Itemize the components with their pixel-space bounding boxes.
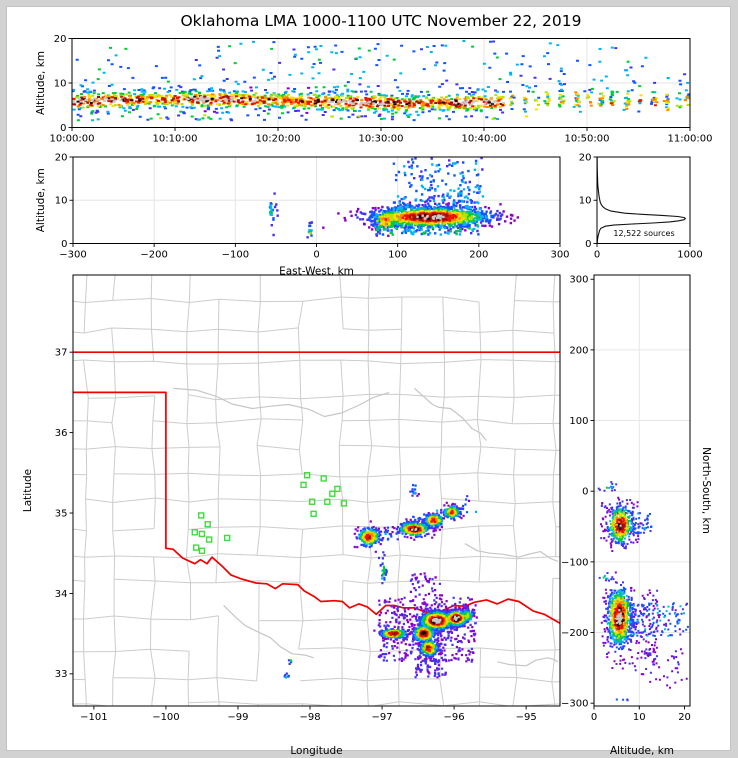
map-axes-frame — [73, 275, 560, 706]
svg-text:0: 0 — [585, 238, 592, 250]
ew-height-ticks — [55, 152, 570, 260]
svg-text:10: 10 — [632, 712, 646, 723]
svg-text:10:00:00: 10:00:00 — [49, 133, 95, 145]
svg-text:10: 10 — [53, 78, 67, 90]
svg-text:−100: −100 — [152, 712, 180, 723]
svg-text:0: 0 — [593, 249, 601, 261]
svg-text:−96: −96 — [443, 712, 465, 723]
svg-text:1000: 1000 — [677, 249, 703, 261]
svg-text:100: 100 — [569, 415, 589, 427]
svg-text:−100: −100 — [561, 557, 589, 569]
svg-text:20: 20 — [53, 33, 67, 45]
svg-text:0: 0 — [60, 122, 67, 134]
map-xlabel: Longitude — [290, 745, 343, 757]
state-border — [73, 352, 560, 623]
svg-text:0: 0 — [582, 486, 589, 498]
ew-height-scatter-layer — [269, 157, 519, 247]
county-boundaries — [49, 237, 590, 733]
map-scatter-layer — [284, 484, 478, 679]
svg-text:10:30:00: 10:30:00 — [358, 133, 404, 145]
svg-text:100: 100 — [388, 249, 408, 261]
svg-text:10:50:00: 10:50:00 — [564, 133, 610, 145]
time-height-ylabel: Altitude, km — [35, 50, 47, 116]
source-count-annotation: 12,522 sources — [613, 229, 675, 238]
time-height-plot-area — [71, 39, 691, 128]
svg-text:200: 200 — [469, 249, 489, 261]
svg-text:300: 300 — [569, 274, 589, 286]
svg-text:−300: −300 — [561, 698, 589, 710]
ew-height-xlabel: East-West, km — [279, 265, 354, 278]
map-ylabel: Latitude — [22, 468, 34, 513]
svg-text:34: 34 — [54, 588, 68, 600]
svg-text:20: 20 — [578, 152, 592, 164]
svg-text:−200: −200 — [140, 249, 168, 261]
svg-text:−98: −98 — [299, 712, 321, 723]
svg-text:36: 36 — [54, 428, 68, 440]
svg-text:10:10:00: 10:10:00 — [152, 133, 198, 145]
svg-text:−95: −95 — [515, 712, 537, 723]
svg-text:37: 37 — [54, 347, 68, 359]
svg-text:10:40:00: 10:40:00 — [461, 133, 507, 145]
panel-map — [22, 237, 590, 758]
svg-text:−99: −99 — [227, 712, 249, 723]
svg-text:11:00:00: 11:00:00 — [667, 133, 713, 145]
ew-height-gridlines — [73, 157, 560, 244]
panel-ew-height — [35, 152, 570, 277]
panel-ns-height — [561, 275, 712, 757]
ew-height-plot-area — [73, 157, 560, 247]
svg-text:10: 10 — [54, 195, 68, 207]
lma-station-markers — [192, 473, 346, 554]
panel-alt-histogram — [579, 152, 703, 260]
panel-time-height — [35, 34, 712, 145]
svg-text:−200: −200 — [561, 627, 589, 639]
ns-height-ylabel: North-South, km — [700, 447, 712, 534]
svg-text:20: 20 — [54, 152, 68, 164]
svg-text:200: 200 — [569, 345, 589, 357]
svg-text:0: 0 — [313, 249, 320, 261]
figure-title: Oklahoma LMA 1000-1100 UTC November 22, 2019 — [180, 12, 582, 30]
ns-height-xlabel: Altitude, km — [609, 745, 675, 757]
svg-text:−97: −97 — [371, 712, 393, 723]
svg-text:300: 300 — [550, 249, 570, 261]
svg-text:−101: −101 — [80, 712, 108, 723]
map-ticks — [55, 348, 537, 723]
map-plot-area — [49, 237, 590, 733]
svg-text:33: 33 — [54, 669, 68, 681]
svg-text:−300: −300 — [59, 249, 87, 261]
svg-text:0: 0 — [61, 238, 68, 250]
ew-height-ylabel: Altitude, km — [35, 168, 47, 233]
svg-text:−100: −100 — [221, 249, 250, 261]
svg-text:10: 10 — [578, 195, 592, 207]
svg-text:10:20:00: 10:20:00 — [255, 133, 301, 145]
ns-height-plot-area — [594, 275, 690, 706]
svg-text:0: 0 — [590, 712, 598, 723]
svg-text:35: 35 — [54, 508, 68, 520]
svg-text:20: 20 — [678, 712, 691, 723]
ns-height-scatter-layer — [598, 481, 689, 701]
